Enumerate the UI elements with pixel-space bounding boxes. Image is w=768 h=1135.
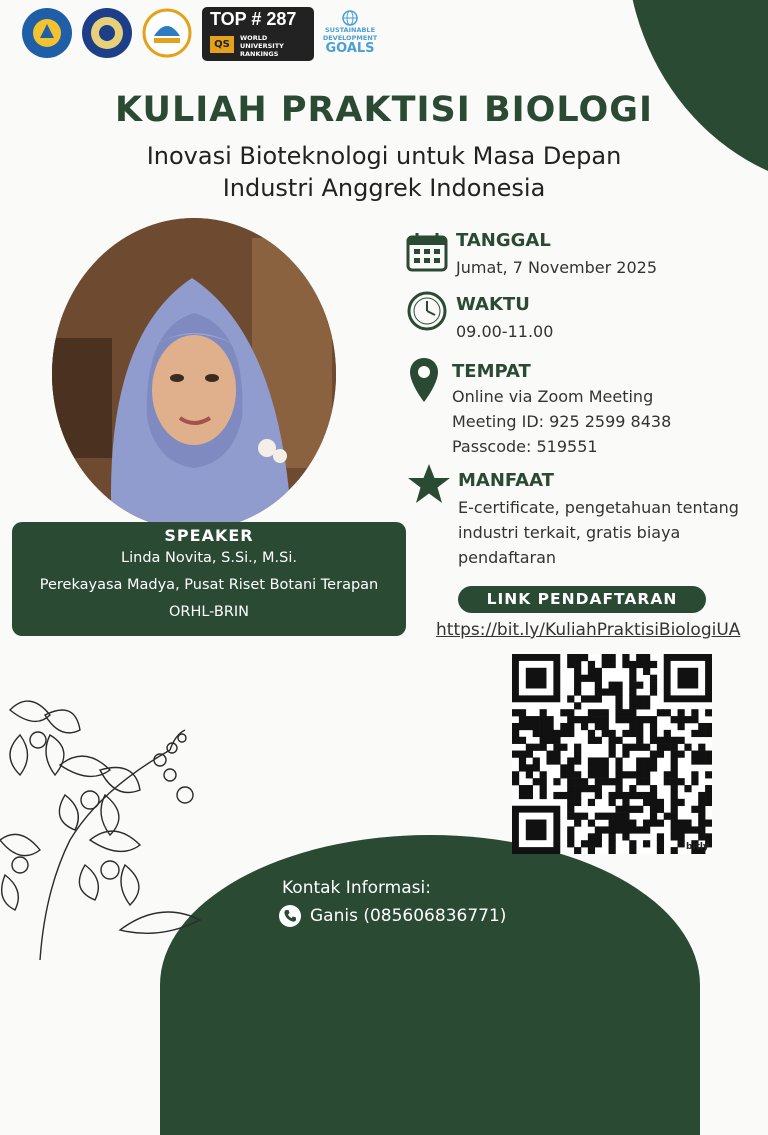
kemendikbud-logo-icon bbox=[22, 8, 72, 58]
date-value: Jumat, 7 November 2025 bbox=[456, 258, 657, 277]
place-line3: Passcode: 519551 bbox=[452, 437, 598, 456]
benefit-line2: industri terkait, gratis biaya bbox=[458, 523, 681, 542]
ranking-label: TOP # 287 bbox=[210, 9, 297, 29]
contact-value: Ganis (085606836771) bbox=[310, 906, 507, 926]
time-heading: WAKTU bbox=[456, 294, 530, 315]
orchid-flower-4 bbox=[0, 834, 40, 910]
speaker-name: Linda Novita, S.Si., M.Si. bbox=[121, 550, 297, 566]
place-line2: Meeting ID: 925 2599 8438 bbox=[452, 412, 672, 431]
orchid-illustration bbox=[0, 690, 230, 964]
globe-icon bbox=[342, 10, 358, 26]
star-icon bbox=[406, 462, 452, 510]
contact-heading: Kontak Informasi: bbox=[282, 878, 431, 898]
benefit-line1: E-certificate, pengetahuan tentang bbox=[458, 498, 739, 517]
orchid-flower-1 bbox=[10, 701, 80, 775]
event-subtitle bbox=[0, 140, 768, 204]
event-title: KULIAH PRAKTISI BIOLOGI bbox=[115, 90, 653, 130]
registration-button[interactable]: LINK PENDAFTARAN bbox=[458, 586, 706, 613]
place-line1: Online via Zoom Meeting bbox=[452, 387, 654, 406]
registration-link[interactable]: https://bit.ly/KuliahPraktisiBiologiUA bbox=[436, 620, 741, 640]
diktisaintek-logo-icon bbox=[142, 8, 192, 58]
subtitle-line2: Industri Anggrek Indonesia bbox=[222, 174, 546, 202]
time-value: 09.00-11.00 bbox=[456, 322, 554, 341]
location-pin-icon bbox=[408, 356, 440, 408]
phone-icon bbox=[278, 904, 302, 932]
place-heading: TEMPAT bbox=[452, 361, 531, 382]
speaker-org: ORHL-BRIN bbox=[168, 604, 250, 620]
benefit-line3: pendaftaran bbox=[458, 548, 557, 567]
orchid-flower-3 bbox=[79, 831, 140, 905]
qr-brand-label: bitly bbox=[686, 842, 709, 852]
speaker-photo bbox=[52, 218, 336, 530]
speaker-role: Perekayasa Madya, Pusat Riset Botani Terapan bbox=[39, 577, 379, 593]
qs-ranking-badge bbox=[202, 7, 314, 61]
university-seal-icon bbox=[82, 8, 132, 58]
ranking-line3: RANKINGS bbox=[240, 50, 279, 58]
date-heading: TANGGAL bbox=[456, 230, 551, 251]
sdg-line1: SUSTAINABLE bbox=[324, 26, 376, 34]
sdg-line2: DEVELOPMENT bbox=[322, 34, 378, 42]
speaker-heading: SPEAKER bbox=[164, 526, 254, 545]
qs-mark: QS bbox=[210, 36, 234, 53]
ranking-line1: WORLD bbox=[240, 34, 268, 42]
benefit-heading: MANFAAT bbox=[458, 470, 554, 491]
orchid-flower-2 bbox=[59, 756, 140, 835]
ranking-line2: UNIVERSITY bbox=[240, 42, 284, 50]
speaker-card bbox=[12, 522, 406, 636]
qr-code[interactable] bbox=[512, 654, 712, 854]
subtitle-line1: Inovasi Bioteknologi untuk Masa Depan bbox=[146, 142, 622, 170]
calendar-icon bbox=[406, 232, 448, 276]
clock-icon bbox=[406, 290, 448, 336]
sdg-line3: GOALS bbox=[325, 41, 375, 56]
sdg-logo bbox=[318, 10, 382, 60]
